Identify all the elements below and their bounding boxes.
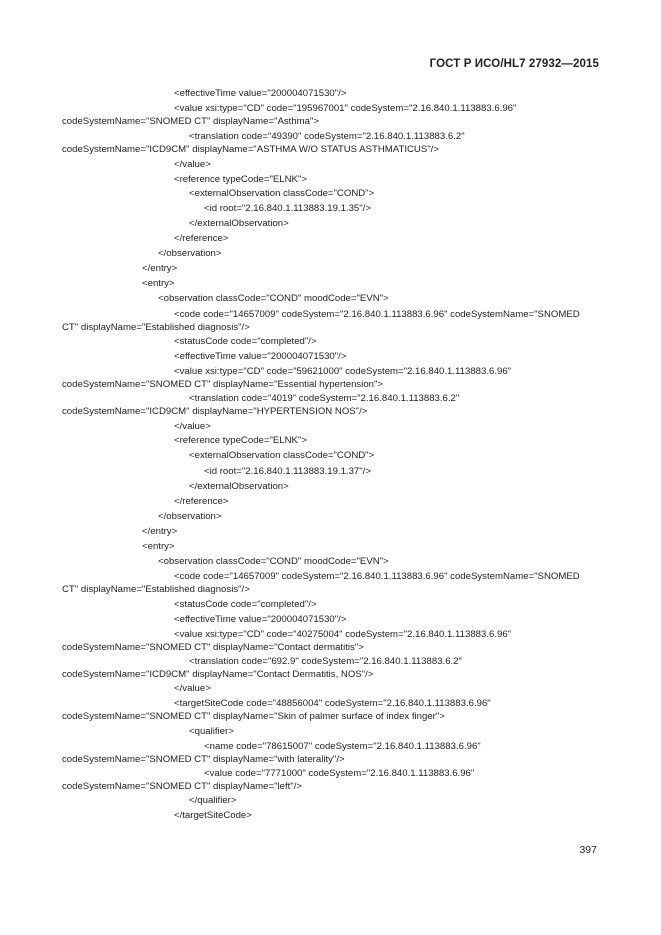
code-line: CT" displayName="Established diagnosis"/> [62, 322, 250, 333]
code-line: <id root="2.16.840.1.113883.19.1.35"/> [204, 203, 371, 214]
code-line: </entry> [142, 263, 178, 274]
code-line: codeSystemName="SNOMED CT" displayName="Skin of palmer surface of index finger"> [62, 711, 445, 722]
code-line: <statusCode code="completed"/> [174, 599, 317, 610]
code-line: <entry> [142, 541, 175, 552]
code-line: <code code="14657009" codeSystem="2.16.840.1.113883.6.96" codeSystemName="SNOMED [174, 309, 580, 320]
code-line: <targetSiteCode code="48856004" codeSystem="2.16.840.1.113883.6.96" [174, 698, 491, 709]
code-line: <translation code="4019" codeSystem="2.16.840.1.113883.6.2" [189, 393, 460, 404]
code-line: </value> [174, 421, 211, 432]
code-line: codeSystemName="SNOMED CT" displayName="with laterality"/> [62, 754, 345, 765]
code-line: <effectiveTime value="200004071530"/> [174, 614, 347, 625]
code-line: codeSystemName="SNOMED CT" displayName="Asthma"> [62, 116, 320, 127]
code-line: <effectiveTime value="200004071530"/> [174, 351, 347, 362]
standard-header: ГОСТ Р ИСО/HL7 27932—2015 [429, 58, 599, 70]
page-number: 397 [579, 844, 597, 856]
code-line: </value> [174, 683, 211, 694]
code-line: CT" displayName="Established diagnosis"/> [62, 584, 250, 595]
code-line: </value> [174, 159, 211, 170]
code-line: </qualifier> [189, 795, 237, 806]
code-line: <observation classCode="COND" moodCode="EVN"> [158, 556, 389, 567]
code-line: <name code="78615007" codeSystem="2.16.840.1.113883.6.96" [204, 741, 481, 752]
code-line: <value code="7771000" codeSystem="2.16.840.1.113883.6.96" [204, 768, 475, 779]
code-line: <externalObservation classCode="COND"> [189, 450, 375, 461]
code-line: </targetSiteCode> [174, 810, 252, 821]
code-line: <translation code="692.9" codeSystem="2.16.840.1.113883.6.2" [189, 656, 462, 667]
code-line: </entry> [142, 526, 178, 537]
code-line: </reference> [174, 496, 229, 507]
code-line: codeSystemName="ICD9CM" displayName="HYPERTENSION NOS"/> [62, 406, 368, 417]
code-line: <statusCode code="completed"/> [174, 336, 317, 347]
code-line: <reference typeCode="ELNK"> [174, 435, 307, 446]
code-line: </externalObservation> [189, 481, 289, 492]
code-line: <value xsi:type="CD" code="40275004" codeSystem="2.16.840.1.113883.6.96" [174, 629, 512, 640]
code-line: <reference typeCode="ELNK"> [174, 174, 307, 185]
code-line: </reference> [174, 233, 229, 244]
code-line: codeSystemName="SNOMED CT" displayName="Contact dermatitis"> [62, 642, 364, 653]
code-line: codeSystemName="ICD9CM" displayName="ASTHMA W/O STATUS ASTHMATICUS"/> [62, 144, 439, 155]
code-line: codeSystemName="SNOMED CT" displayName="Essential hypertension"> [62, 379, 384, 390]
code-line: <entry> [142, 278, 175, 289]
code-line: codeSystemName="ICD9CM" displayName="Contact Dermatitis, NOS"/> [62, 669, 374, 680]
code-line: <observation classCode="COND" moodCode="EVN"> [158, 293, 389, 304]
code-line: <effectiveTime value="200004071530"/> [174, 88, 347, 99]
code-line: <qualifier> [189, 726, 234, 737]
code-line: <externalObservation classCode="COND"> [189, 188, 375, 199]
code-line: codeSystemName="SNOMED CT" displayName="left"/> [62, 781, 302, 792]
code-line: <id root="2.16.840.1.113883.19.1.37"/> [204, 466, 371, 477]
code-line: <value xsi:type="CD" code="195967001" codeSystem="2.16.840.1.113883.6.96" [174, 103, 517, 114]
code-line: <translation code="49390" codeSystem="2.16.840.1.113883.6.2" [189, 131, 465, 142]
code-line: </observation> [158, 248, 222, 259]
code-line: <code code="14657009" codeSystem="2.16.840.1.113883.6.96" codeSystemName="SNOMED [174, 571, 580, 582]
code-line: </observation> [158, 511, 222, 522]
code-line: </externalObservation> [189, 218, 289, 229]
code-line: <value xsi:type="CD" code="59621000" codeSystem="2.16.840.1.113883.6.96" [174, 366, 512, 377]
